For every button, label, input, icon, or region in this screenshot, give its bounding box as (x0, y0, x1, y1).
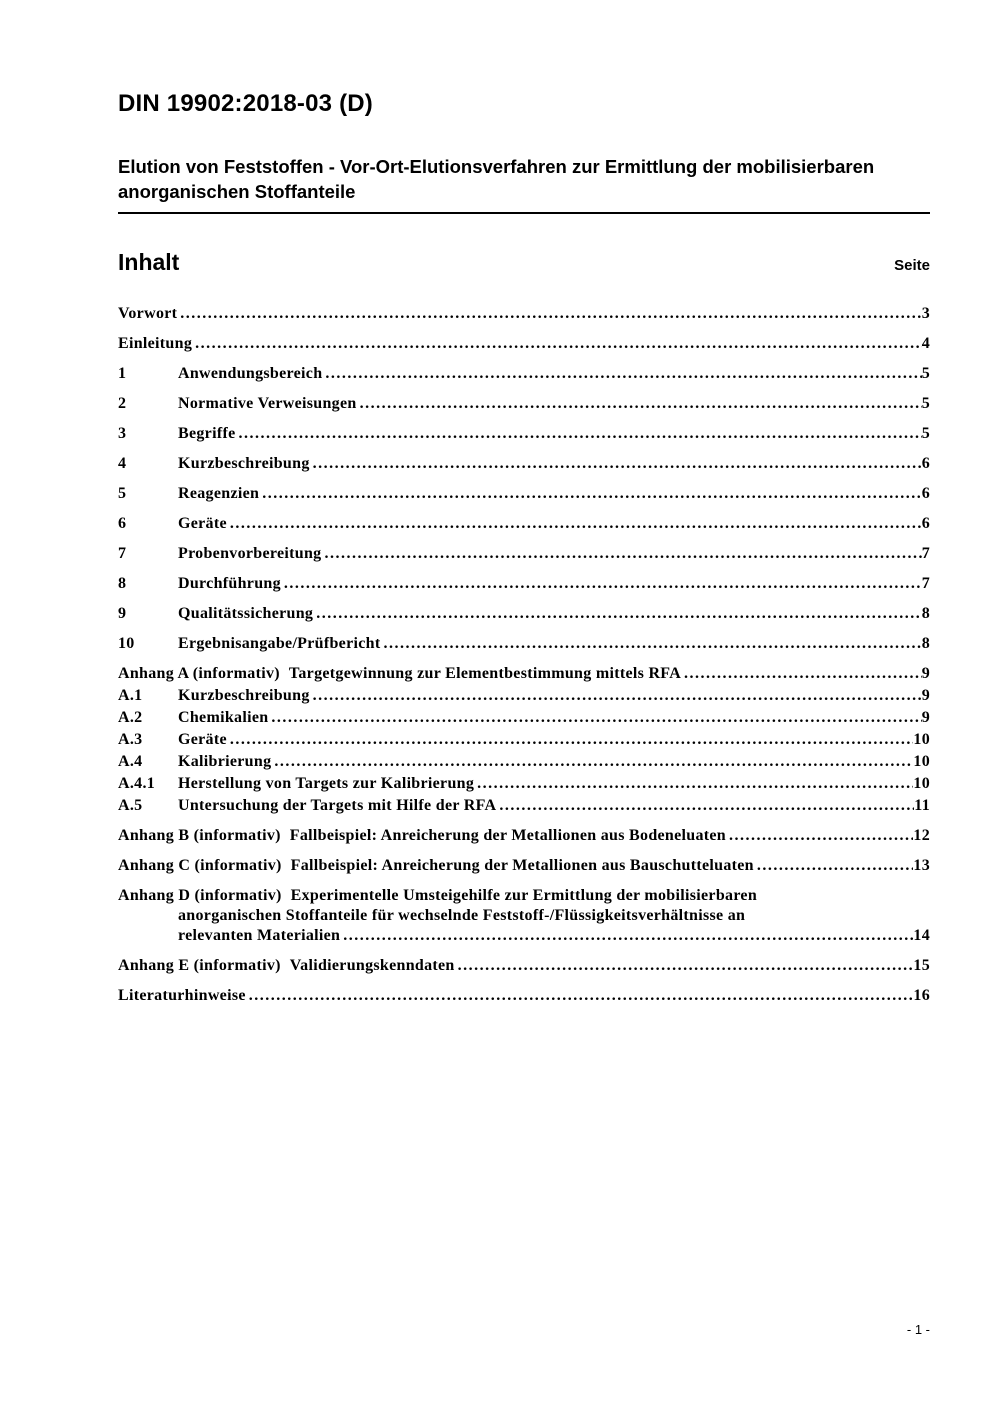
toc-page-number: 7 (921, 575, 930, 592)
dot-leader (681, 664, 922, 684)
toc-entry (118, 708, 930, 728)
toc-list (118, 304, 930, 1006)
dot-leader (271, 752, 913, 772)
toc-anhang-label: Anhang B (informativ) (118, 827, 281, 844)
toc-entry (118, 752, 930, 772)
toc-title-line (118, 926, 930, 946)
toc-entry (118, 544, 930, 564)
toc-entry (118, 686, 930, 706)
dot-leader (310, 686, 922, 706)
dot-leader (321, 544, 921, 564)
dot-leader (177, 304, 921, 324)
toc-title: Normative Verweisungen (178, 395, 357, 412)
toc-anhang-label: Anhang D (informativ) (118, 887, 282, 904)
toc-page-number: 9 (921, 665, 930, 682)
toc-entry (118, 454, 930, 474)
toc-title: Qualitätssicherung (178, 605, 314, 622)
toc-page-number: 16 (913, 987, 930, 1004)
footer-page-number: - 1 - (906, 1322, 930, 1337)
toc-entry (118, 664, 930, 684)
toc-title: Reagenzien (178, 485, 260, 502)
toc-title: Fallbeispiel: Anreicherung der Metallionen aus Bauschutteluaten (290, 857, 754, 874)
toc-number: 9 (118, 605, 127, 622)
dot-leader (455, 956, 914, 976)
toc-title: Targetgewinnung zur Elementbestimmung mittels RFA (288, 665, 682, 682)
toc-title: Experimentelle Umsteigehilfe zur Ermittlung der mobilisierbaren (290, 887, 758, 904)
toc-anhang-label: Anhang E (informativ) (118, 957, 281, 974)
toc-entry (118, 774, 930, 794)
toc-page-number: 10 (913, 775, 930, 792)
toc-entry (118, 604, 930, 624)
toc-page-number: 3 (921, 305, 930, 322)
document-title-block (118, 154, 930, 214)
toc-anhang-label: Anhang C (informativ) (118, 857, 282, 874)
dot-leader (235, 424, 921, 444)
toc-number: 2 (118, 395, 127, 412)
toc-title: Chemikalien (178, 709, 269, 726)
toc-title-line (118, 906, 930, 926)
toc-title: Kurzbeschreibung (178, 455, 310, 472)
dot-leader (227, 514, 922, 534)
toc-page-number: 4 (921, 335, 930, 352)
toc-page-number: 11 (914, 797, 930, 814)
toc-entry (118, 424, 930, 444)
dot-leader (380, 634, 921, 654)
toc-title: Geräte (178, 731, 227, 748)
toc-number: 1 (118, 365, 127, 382)
toc-page-number: 15 (913, 957, 930, 974)
toc-entry (118, 514, 930, 534)
toc-title: Durchführung (178, 575, 281, 592)
toc-entry (118, 634, 930, 654)
toc-entry (118, 986, 930, 1006)
toc-title: Vorwort (118, 305, 178, 322)
toc-number: A.4 (118, 753, 143, 770)
toc-title: Ergebnisangabe/Prüfbericht (178, 635, 381, 652)
toc-title: Validierungskenndaten (289, 957, 455, 974)
toc-page-number: 10 (913, 753, 930, 770)
dot-leader (322, 364, 921, 384)
toc-entry (118, 956, 930, 976)
dot-leader (496, 796, 914, 816)
toc-title: Begriffe (178, 425, 236, 442)
dot-leader (192, 334, 922, 354)
toc-title: Einleitung (118, 335, 193, 352)
toc-page-number: 14 (913, 927, 930, 944)
toc-number: A.3 (118, 731, 143, 748)
toc-number: 7 (118, 545, 127, 562)
toc-entry (118, 334, 930, 354)
page-content (118, 0, 930, 1006)
dot-leader (246, 986, 914, 1006)
toc-number: 6 (118, 515, 127, 532)
toc-page-number: 6 (921, 455, 930, 472)
toc-number: 3 (118, 425, 127, 442)
toc-title: Probenvorbereitung (178, 545, 322, 562)
toc-page-number: 5 (921, 425, 930, 442)
toc-number: 10 (118, 635, 135, 652)
toc-anhang-label: Anhang A (informativ) (118, 665, 280, 682)
toc-entry (118, 484, 930, 504)
toc-title: Geräte (178, 515, 227, 532)
toc-number: 4 (118, 455, 127, 472)
toc-entry (118, 364, 930, 384)
toc-entry (118, 574, 930, 594)
toc-page-number: 6 (921, 485, 930, 502)
toc-page-number: 12 (913, 827, 930, 844)
document-title: Elution von Feststoffen - Vor-Ort-Elutionsverfahren zur Ermittlung der mobilisierbaren anorganischen Stoffanteile (118, 156, 875, 202)
toc-title: anorganischen Stoffanteile für wechselnde Feststoff-/Flüssigkeitsverhältnisse an (178, 907, 746, 924)
toc-entry (118, 394, 930, 414)
toc-page-number: 8 (921, 605, 930, 622)
dot-leader (310, 454, 922, 474)
toc-title: Untersuchung der Targets mit Hilfe der RFA (178, 797, 497, 814)
toc-page-number: 9 (921, 709, 930, 726)
dot-leader (281, 574, 922, 594)
toc-title: relevanten Materialien (178, 927, 341, 944)
toc-number: A.1 (118, 687, 143, 704)
dot-leader (268, 708, 921, 728)
dot-leader (474, 774, 913, 794)
dot-leader (357, 394, 922, 414)
toc-title: Kurzbeschreibung (178, 687, 310, 704)
toc-title: Anwendungsbereich (178, 365, 323, 382)
dot-leader (726, 826, 913, 846)
dot-leader (227, 730, 914, 750)
toc-entry (118, 856, 930, 876)
toc-entry (118, 796, 930, 816)
toc-page-number: 7 (921, 545, 930, 562)
toc-number: 8 (118, 575, 127, 592)
contents-header (118, 248, 930, 276)
toc-title: Herstellung von Targets zur Kalibrierung (178, 775, 475, 792)
dot-leader (340, 926, 913, 946)
dot-leader (259, 484, 921, 504)
toc-entry (118, 886, 930, 946)
toc-page-number: 5 (921, 365, 930, 382)
toc-page-number: 9 (921, 687, 930, 704)
toc-page-number: 13 (913, 857, 930, 874)
toc-page-number: 5 (921, 395, 930, 412)
toc-page-number: 10 (913, 731, 930, 748)
document-id: DIN 19902:2018-03 (D) (118, 90, 373, 117)
toc-entry (118, 304, 930, 324)
toc-title: Kalibrierung (178, 753, 272, 770)
toc-number: A.4.1 (118, 775, 156, 792)
dot-leader (313, 604, 921, 624)
page-column-label: Seite (894, 257, 930, 274)
toc-entry (118, 826, 930, 846)
toc-number: A.5 (118, 797, 143, 814)
toc-number: 5 (118, 485, 127, 502)
toc-title: Literaturhinweise (118, 987, 246, 1004)
toc-entry (118, 730, 930, 750)
toc-number: A.2 (118, 709, 143, 726)
toc-title: Fallbeispiel: Anreicherung der Metallionen aus Bodeneluaten (289, 827, 726, 844)
dot-leader (754, 856, 914, 876)
toc-title-line (118, 886, 930, 906)
toc-page-number: 6 (921, 515, 930, 532)
toc-page-number: 8 (921, 635, 930, 652)
contents-heading: Inhalt (118, 249, 180, 275)
